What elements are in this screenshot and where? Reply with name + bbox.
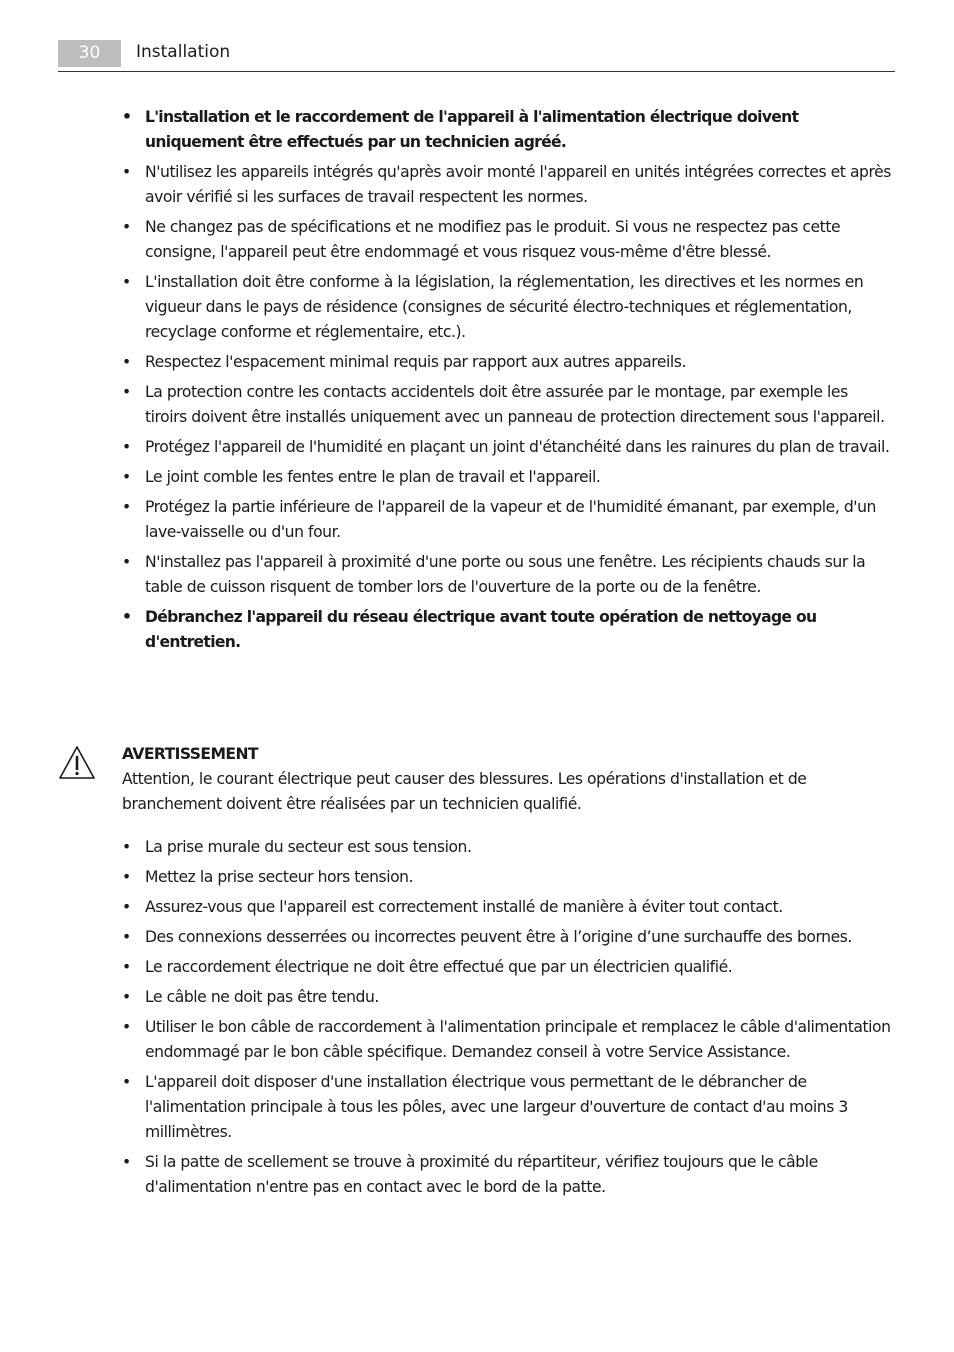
- list-item: [122, 380, 894, 430]
- warning-block: [58, 742, 895, 822]
- bullet-icon: •: [122, 273, 131, 291]
- list-item-text: Débranchez l'appareil du réseau électrique avant toute opération de nettoyage ou d'entretien.: [145, 608, 817, 651]
- bullet-icon: •: [122, 218, 131, 236]
- list-item-text: Protégez la partie inférieure de l'appareil de la vapeur et de l'humidité émanant, par exemple, d'un lave-vaisselle ou d'un four.: [145, 498, 876, 541]
- list-item-text: Assurez-vous que l'appareil est correctement installé de manière à éviter tout contact.: [145, 898, 783, 916]
- bullet-icon: •: [122, 468, 131, 486]
- electrical-instructions-list: [122, 835, 894, 1205]
- list-item-text: Le raccordement électrique ne doit être effectué que par un électricien qualifié.: [145, 958, 733, 976]
- warning-text: Attention, le courant électrique peut causer des blessures. Les opérations d'installation et de branchement doivent être réalisées par un technicien qualifié.: [122, 770, 807, 813]
- bullet-icon: •: [122, 1153, 131, 1171]
- bullet-icon: •: [122, 988, 131, 1006]
- list-item: [122, 895, 894, 920]
- bullet-icon: •: [122, 898, 131, 916]
- list-item: [122, 1015, 894, 1065]
- list-item: [122, 865, 894, 890]
- list-item: [122, 435, 894, 460]
- list-item-text: La prise murale du secteur est sous tension.: [145, 838, 472, 856]
- list-item-text: Utiliser le bon câble de raccordement à l'alimentation principale et remplacez le câble d'alimentation endommagé par le bon câble spécifique. Demandez conseil à votre Service Assistance.: [145, 1018, 891, 1061]
- list-item-text: Le câble ne doit pas être tendu.: [145, 988, 379, 1006]
- list-item: [122, 1070, 894, 1145]
- list-item: [122, 465, 894, 490]
- bullet-icon: •: [122, 438, 131, 456]
- list-item-text: N'utilisez les appareils intégrés qu'après avoir monté l'appareil en unités intégrées correctes et après avoir vérifié si les surfaces de travail respectent les normes.: [145, 163, 891, 206]
- bullet-icon: •: [122, 838, 131, 856]
- list-item-text: Protégez l'appareil de l'humidité en plaçant un joint d'étanchéité dans les rainures du plan de travail.: [145, 438, 890, 456]
- list-item: [122, 835, 894, 860]
- list-item-text: La protection contre les contacts accidentels doit être assurée par le montage, par exemple les tiroirs doivent être installés uniquement avec un panneau de protection directement sous l'appareil.: [145, 383, 885, 426]
- list-item: [122, 495, 894, 545]
- list-item: [122, 105, 894, 155]
- bullet-icon: •: [122, 958, 131, 976]
- list-item: [122, 985, 894, 1010]
- bullet-icon: •: [122, 608, 132, 626]
- list-item: [122, 605, 894, 655]
- bullet-icon: •: [122, 353, 131, 371]
- list-item-text: Mettez la prise secteur hors tension.: [145, 868, 414, 886]
- list-item: [122, 215, 894, 265]
- list-item-text: L'installation et le raccordement de l'appareil à l'alimentation électrique doivent uniquement être effectués par un technicien agréé.: [145, 108, 799, 151]
- list-item-text: N'installez pas l'appareil à proximité d'une porte ou sous une fenêtre. Les récipients chauds sur la table de cuisson risquent de tomber lors de l'ouverture de la porte ou de la fenêtre.: [145, 553, 866, 596]
- bullet-icon: •: [122, 498, 131, 516]
- bullet-icon: •: [122, 1073, 131, 1091]
- page-header: [58, 40, 895, 72]
- bullet-icon: •: [122, 553, 131, 571]
- list-item: [122, 1150, 894, 1200]
- bullet-icon: •: [122, 928, 131, 946]
- list-item-text: Ne changez pas de spécifications et ne modifiez pas le produit. Si vous ne respectez pas cette consigne, l'appareil peut être endommagé et vous risquez vous-même d'être blessé.: [145, 218, 841, 261]
- bullet-icon: •: [122, 163, 131, 181]
- list-item-text: Respectez l'espacement minimal requis par rapport aux autres appareils.: [145, 353, 686, 371]
- list-item: [122, 550, 894, 600]
- list-item: [122, 955, 894, 980]
- bullet-icon: •: [122, 108, 132, 126]
- list-item: [122, 160, 894, 210]
- bullet-icon: •: [122, 1018, 131, 1036]
- page-number: 30: [58, 40, 121, 67]
- warning-title: AVERTISSEMENT: [122, 745, 258, 763]
- list-item: [122, 925, 894, 950]
- installation-instructions-list: [122, 105, 894, 660]
- list-item: [122, 270, 894, 345]
- list-item: [122, 350, 894, 375]
- warning-triangle-icon: [58, 745, 96, 781]
- list-item-text: L'installation doit être conforme à la législation, la réglementation, les directives et les normes en vigueur dans le pays de résidence (consignes de sécurité électro-techniques et réglementation, recyclage conforme et réglementaire, etc.).: [145, 273, 864, 341]
- list-item-text: Des connexions desserrées ou incorrectes peuvent être à l’origine d’une surchauffe des bornes.: [145, 928, 852, 946]
- list-item-text: L'appareil doit disposer d'une installation électrique vous permettant de le débrancher de l'alimentation principale à tous les pôles, avec une largeur d'ouverture de contact d'au moins 3 millimètres.: [145, 1073, 848, 1141]
- bullet-icon: •: [122, 383, 131, 401]
- section-title: Installation: [136, 42, 231, 62]
- list-item-text: Le joint comble les fentes entre le plan de travail et l'appareil.: [145, 468, 601, 486]
- bullet-icon: •: [122, 868, 131, 886]
- list-item-text: Si la patte de scellement se trouve à proximité du répartiteur, vérifiez toujours que le câble d'alimentation n'entre pas en contact avec le bord de la patte.: [145, 1153, 818, 1196]
